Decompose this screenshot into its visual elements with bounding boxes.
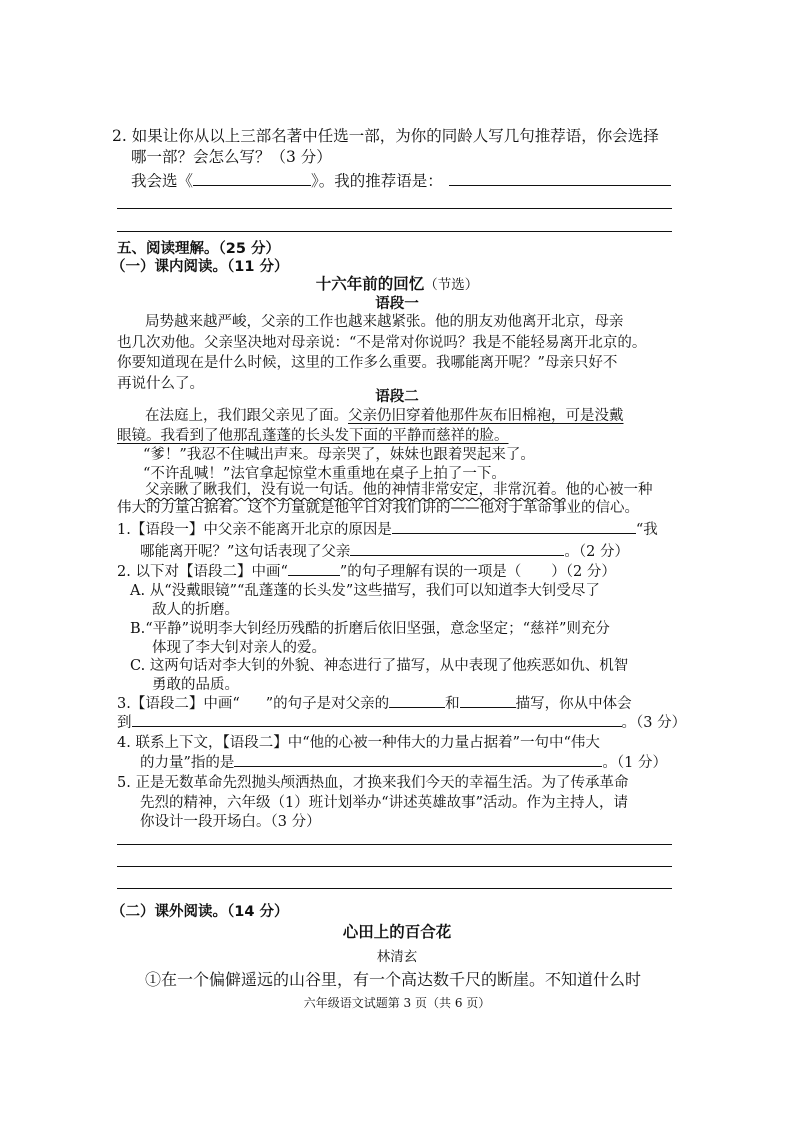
q3-line1 [117, 692, 632, 713]
q1-quote: “我 [635, 522, 658, 538]
para2-line4: “不许乱喊！”法官拿起惊堂木重重地在桌子上拍了一下。 [143, 466, 506, 482]
q1-reason-blank[interactable] [392, 519, 636, 534]
passage-title-note: （节选） [424, 277, 479, 293]
q1-line2 [140, 540, 629, 561]
para1-label: 语段一 [375, 296, 419, 312]
q3-blank-3[interactable] [132, 712, 622, 727]
para2-line1-underlined: 父亲仍旧穿着他那件灰布旧棉袍，可是没戴 [348, 408, 624, 424]
q3-to: 到 [117, 715, 132, 731]
q4-prompt: 的力量”指的是 [140, 755, 235, 771]
q2r-option-c2: 勇敢的品质。 [152, 677, 239, 693]
q3-blank-1[interactable] [389, 693, 445, 708]
q5-rule-3[interactable] [117, 888, 672, 889]
q5-rule-1[interactable] [117, 844, 672, 845]
q4-blank[interactable] [234, 752, 602, 767]
para1-line1: 局势越来越严峻，父亲的工作也越来越紧张。他的朋友劝他离开北京，母亲 [145, 314, 624, 330]
para2-line5-wavy: 父亲瞅了瞅我们，没有说一句话。他的神情非常安定，非常沉着。 [145, 482, 566, 498]
para1-line2: 也几次劝他。父亲坚决地对母亲说：“不是常对你说吗？我是不能轻易离开北京的。 [117, 335, 647, 351]
q2r-option-b1: B.“平静”说明李大钊经历残酷的折磨后依旧坚强，意念坚定；“慈祥”则充分 [130, 621, 610, 637]
para2-line3: “爹！”我忍不住喊出声来。母亲哭了，妹妹也跟着哭起来了。 [143, 447, 535, 463]
q3-prompt: 3.【语段二】中画“ [117, 696, 240, 712]
answer-mid: 》。我的推荐语是： [311, 172, 443, 190]
part2-para1: ①在一个偏僻遥远的山谷里，有一个高达数千尺的断崖。不知道什么时 [145, 970, 642, 989]
q4-line2 [140, 751, 667, 772]
para1-line4: 再说什么了。 [117, 376, 204, 392]
q2-line1: 2. 如果让你从以上三部名著中任选一部，为你的同龄人写几句推荐语，你会选择 [112, 127, 659, 145]
part1-heading: （一）课内阅读。（11 分） [111, 259, 289, 275]
q1-prompt-2: 哪能离开呢？”这句话表现了父亲 [140, 544, 351, 560]
para2-line2: 眼镜。我看到了他那乱蓬蓬的长头发下面的平静而慈祥的脸。 [117, 428, 509, 444]
book-choice-blank[interactable] [193, 171, 311, 186]
q3-prompt-3: 描写，你从中体会 [515, 696, 632, 712]
para2-line1 [145, 404, 624, 425]
passage-title-text: 十六年前的回忆 [315, 275, 425, 293]
q2r-mark-sample [288, 561, 340, 576]
q2r-option-b2: 体现了李大钊对亲人的爱。 [152, 640, 326, 656]
q3-blank-2[interactable] [460, 693, 516, 708]
q5-rule-2[interactable] [117, 866, 672, 867]
answer-prefix: 我会选《 [131, 172, 194, 190]
part2-heading: （二）课外阅读。（14 分） [111, 904, 289, 920]
q5-line2: 先烈的精神，六年级（1）班计划举办“讲述英雄故事”活动。作为主持人，请 [140, 795, 629, 811]
q1-trait-blank[interactable] [350, 541, 564, 556]
q5-line3: 你设计一段开场白。（3 分） [140, 814, 321, 830]
q2r-option-a2: 敌人的折磨。 [152, 602, 239, 618]
q3-mark-sample [240, 696, 266, 712]
page-footer: 六年级语文试题第 3 页（共 6 页） [303, 996, 491, 1010]
para2-line6: 伟大的力量占据着。这个力量就是他平日对我们讲的——他对于革命事业的信心。 [117, 500, 639, 516]
passage-title [0, 272, 794, 294]
q2r-option-a1: A. 从“没戴眼镜”“乱蓬蓬的长头发”这些描写，我们可以知道李大钊受尽了 [130, 583, 600, 599]
q5-line1: 5. 正是无数革命先烈抛头颅洒热血，才换来我们今天的幸福生活。为了传承革命 [117, 775, 629, 791]
para2-label: 语段二 [375, 389, 419, 405]
q2r-prompt-2: ”的句子理解有误的一项是（ [339, 564, 522, 580]
part2-author: 林清玄 [376, 949, 418, 965]
q4-line1: 4. 联系上下文，【语段二】中“他的心被一种伟大的力量占据着”一句中“伟大 [117, 735, 600, 751]
q1-line1 [117, 518, 658, 539]
q2r-option-c1: C. 这两句话对李大钊的外貌、神态进行了描写，从中表现了他疾恶如仇、机智 [130, 658, 629, 674]
para2-line5-plain: 他的心被一种 [565, 482, 653, 498]
answer-rule-1[interactable] [117, 208, 672, 209]
q2r-line1 [117, 560, 616, 581]
q1-prompt: 1.【语段一】中父亲不能离开北京的原因是 [117, 522, 392, 538]
q2r-prompt: 2. 以下对【语段二】中画“ [117, 564, 288, 580]
q2r-score: ）（2 分） [551, 564, 616, 580]
part2-title: 心田上的百合花 [342, 923, 452, 941]
q3-and: 和 [445, 696, 460, 712]
answer-rule-2[interactable] [117, 231, 672, 232]
q1-score: 。（2 分） [564, 544, 630, 560]
para2-line1-plain: 在法庭上，我们跟父亲见了面。 [145, 408, 348, 424]
recommendation-blank[interactable] [449, 171, 671, 186]
para1-line3: 你要知道现在是什么时候，这里的工作多么重要。我哪能离开呢？”母亲只好不 [117, 355, 618, 371]
q3-prompt-2: ”的句子是对父亲的 [265, 696, 390, 712]
q3-line2 [117, 711, 686, 732]
q3-score: 。（3 分） [621, 715, 687, 731]
q2-line2: 哪一部？会怎么写？（3 分） [131, 148, 332, 166]
q4-score: 。（1 分） [602, 755, 668, 771]
q2-answer-line [131, 169, 671, 191]
section5-heading: 五、阅读理解。（25 分） [117, 241, 280, 257]
